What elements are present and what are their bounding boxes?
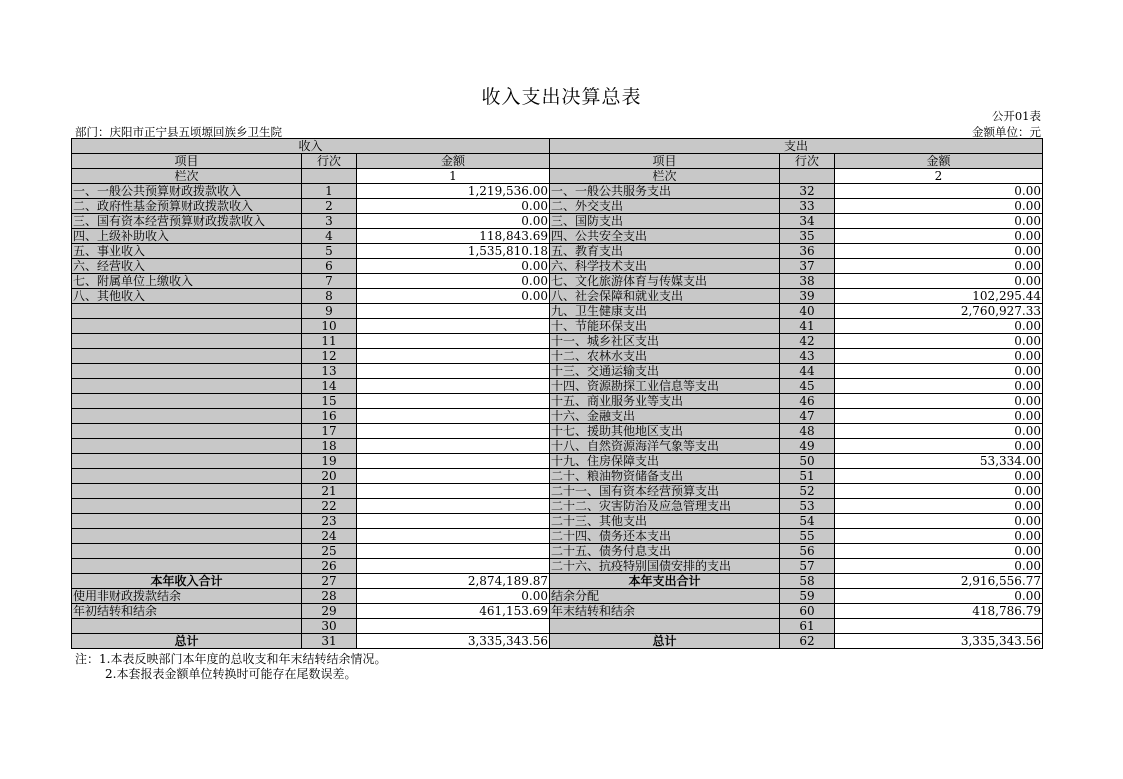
income-amount-cell [357, 439, 550, 454]
expense-line-cell: 60 [780, 604, 835, 619]
income-amount-header: 金额 [357, 154, 550, 169]
expense-amount-header: 金额 [835, 154, 1043, 169]
expense-amount-cell: 53,334.00 [835, 454, 1043, 469]
expense-amount-cell: 0.00 [835, 184, 1043, 199]
expense-amount-cell: 0.00 [835, 319, 1043, 334]
expense-line-cell: 42 [780, 334, 835, 349]
income-item-cell [72, 499, 302, 514]
expense-amount-cell: 0.00 [835, 529, 1043, 544]
expense-column-blank [780, 169, 835, 184]
income-section-header: 收入 [72, 139, 550, 154]
income-item-cell [72, 544, 302, 559]
expense-line-cell: 50 [780, 454, 835, 469]
expense-line-cell: 44 [780, 364, 835, 379]
income-line-cell: 12 [302, 349, 357, 364]
income-item-cell [72, 439, 302, 454]
report-title: 收入支出决算总表 [481, 86, 642, 108]
income-line-cell: 1 [302, 184, 357, 199]
expense-line-cell: 43 [780, 349, 835, 364]
expense-line-cell: 35 [780, 229, 835, 244]
expense-item-cell: 八、社会保障和就业支出 [550, 289, 780, 304]
table-row [72, 544, 1043, 559]
table-row [72, 229, 1043, 244]
expense-item-cell: 结余分配 [550, 589, 780, 604]
expense-line-cell: 37 [780, 259, 835, 274]
income-amount-cell: 0.00 [357, 214, 550, 229]
table-row [72, 484, 1043, 499]
expense-item-header: 项目 [550, 154, 780, 169]
expense-item-cell: 本年支出合计 [550, 574, 780, 589]
income-line-cell: 4 [302, 229, 357, 244]
expense-amount-cell: 0.00 [835, 589, 1043, 604]
expense-item-cell: 二十、粮油物资储备支出 [550, 469, 780, 484]
income-amount-cell [357, 499, 550, 514]
expense-item-cell: 十一、城乡社区支出 [550, 334, 780, 349]
expense-item-cell: 十三、交通运输支出 [550, 364, 780, 379]
expense-item-cell: 四、公共安全支出 [550, 229, 780, 244]
expense-line-cell: 36 [780, 244, 835, 259]
expense-line-cell: 54 [780, 514, 835, 529]
expense-amount-cell: 0.00 [835, 484, 1043, 499]
income-line-cell: 2 [302, 199, 357, 214]
expense-amount-cell: 0.00 [835, 199, 1043, 214]
income-amount-cell [357, 319, 550, 334]
table-row [72, 469, 1043, 484]
income-item-cell [72, 424, 302, 439]
income-line-cell: 28 [302, 589, 357, 604]
expense-amount-cell: 0.00 [835, 394, 1043, 409]
table-row [72, 559, 1043, 574]
table-row [72, 454, 1043, 469]
footnotes [75, 652, 386, 682]
table-row [72, 499, 1043, 514]
income-line-cell: 6 [302, 259, 357, 274]
income-amount-cell [357, 409, 550, 424]
expense-item-cell: 十、节能环保支出 [550, 319, 780, 334]
expense-line-cell: 51 [780, 469, 835, 484]
income-amount-cell [357, 394, 550, 409]
expense-item-cell: 年末结转和结余 [550, 604, 780, 619]
expense-amount-cell: 0.00 [835, 544, 1043, 559]
expense-line-header: 行次 [780, 154, 835, 169]
department-label: 部门：庆阳市正宁县五顷塬回族乡卫生院 [75, 125, 282, 139]
income-amount-cell [357, 304, 550, 319]
income-line-cell: 3 [302, 214, 357, 229]
income-item-cell: 八、其他收入 [72, 289, 302, 304]
summary-row [72, 574, 1043, 589]
expense-item-cell: 三、国防支出 [550, 214, 780, 229]
income-line-cell: 13 [302, 364, 357, 379]
income-amount-cell [357, 469, 550, 484]
table-row [72, 424, 1043, 439]
income-amount-cell [357, 484, 550, 499]
income-item-cell [72, 619, 302, 634]
expense-amount-cell [835, 619, 1043, 634]
income-amount-cell: 1,219,536.00 [357, 184, 550, 199]
income-amount-cell [357, 544, 550, 559]
expense-column-label: 栏次 [550, 169, 780, 184]
expense-amount-cell: 0.00 [835, 229, 1043, 244]
expense-amount-cell: 3,335,343.56 [835, 634, 1043, 649]
income-item-cell [72, 319, 302, 334]
income-line-cell: 26 [302, 559, 357, 574]
summary-row [72, 604, 1043, 619]
income-line-header: 行次 [302, 154, 357, 169]
table-row [72, 274, 1043, 289]
summary-row [72, 589, 1043, 604]
income-amount-cell: 1,535,810.18 [357, 244, 550, 259]
section-header-row [72, 139, 1043, 154]
expense-line-cell: 45 [780, 379, 835, 394]
income-line-cell: 19 [302, 454, 357, 469]
income-line-cell: 29 [302, 604, 357, 619]
expense-amount-cell: 0.00 [835, 379, 1043, 394]
table-row [72, 319, 1043, 334]
income-amount-cell: 2,874,189.87 [357, 574, 550, 589]
expense-amount-cell: 0.00 [835, 469, 1043, 484]
expense-amount-cell: 2,916,556.77 [835, 574, 1043, 589]
expense-line-cell: 46 [780, 394, 835, 409]
expense-line-cell: 57 [780, 559, 835, 574]
expense-column-number: 2 [835, 169, 1043, 184]
income-line-cell: 7 [302, 274, 357, 289]
expense-item-cell: 二十五、债务付息支出 [550, 544, 780, 559]
expense-amount-cell: 0.00 [835, 334, 1043, 349]
income-amount-cell [357, 379, 550, 394]
income-item-cell [72, 454, 302, 469]
income-item-cell [72, 379, 302, 394]
table-row [72, 199, 1043, 214]
expense-amount-cell: 0.00 [835, 409, 1043, 424]
table-row [72, 304, 1043, 319]
income-amount-cell [357, 619, 550, 634]
income-item-header: 项目 [72, 154, 302, 169]
income-item-cell: 四、上级补助收入 [72, 229, 302, 244]
expense-line-cell: 53 [780, 499, 835, 514]
income-line-cell: 27 [302, 574, 357, 589]
expense-section-header: 支出 [550, 139, 1043, 154]
income-item-cell: 一、一般公共预算财政拨款收入 [72, 184, 302, 199]
expense-amount-cell: 0.00 [835, 349, 1043, 364]
table-row [72, 289, 1043, 304]
expense-amount-cell: 0.00 [835, 439, 1043, 454]
income-item-cell [72, 409, 302, 424]
expense-item-cell: 十八、自然资源海洋气象等支出 [550, 439, 780, 454]
expense-line-cell: 32 [780, 184, 835, 199]
income-item-cell [72, 559, 302, 574]
expense-item-cell: 十七、援助其他地区支出 [550, 424, 780, 439]
income-line-cell: 31 [302, 634, 357, 649]
expense-item-cell: 二十二、灾害防治及应急管理支出 [550, 499, 780, 514]
income-line-cell: 16 [302, 409, 357, 424]
expense-amount-cell: 418,786.79 [835, 604, 1043, 619]
income-item-cell [72, 349, 302, 364]
expense-item-cell: 六、科学技术支出 [550, 259, 780, 274]
expense-item-cell: 九、卫生健康支出 [550, 304, 780, 319]
income-line-cell: 25 [302, 544, 357, 559]
table-row [72, 334, 1043, 349]
income-amount-cell [357, 364, 550, 379]
expense-line-cell: 55 [780, 529, 835, 544]
expense-line-cell: 40 [780, 304, 835, 319]
income-line-cell: 17 [302, 424, 357, 439]
income-item-cell: 五、事业收入 [72, 244, 302, 259]
income-column-label: 栏次 [72, 169, 302, 184]
expense-line-cell: 38 [780, 274, 835, 289]
income-line-cell: 10 [302, 319, 357, 334]
expense-item-cell: 十五、商业服务业等支出 [550, 394, 780, 409]
expense-item-cell: 十四、资源勘探工业信息等支出 [550, 379, 780, 394]
expense-item-cell: 十二、农林水支出 [550, 349, 780, 364]
expense-line-cell: 49 [780, 439, 835, 454]
expense-amount-cell: 0.00 [835, 364, 1043, 379]
income-line-cell: 21 [302, 484, 357, 499]
footnote-2: 2.本套报表金额单位转换时可能存在尾数误差。 [105, 667, 357, 681]
income-item-cell: 二、政府性基金预算财政拨款收入 [72, 199, 302, 214]
summary-row [72, 634, 1043, 649]
income-amount-cell [357, 514, 550, 529]
income-line-cell: 11 [302, 334, 357, 349]
form-number: 公开01表 [991, 109, 1041, 123]
expense-amount-cell: 0.00 [835, 274, 1043, 289]
expense-item-cell: 二十四、债务还本支出 [550, 529, 780, 544]
income-item-cell [72, 394, 302, 409]
income-column-blank [302, 169, 357, 184]
income-item-cell: 年初结转和结余 [72, 604, 302, 619]
income-line-cell: 23 [302, 514, 357, 529]
expense-line-cell: 59 [780, 589, 835, 604]
income-line-cell: 5 [302, 244, 357, 259]
expense-amount-cell: 0.00 [835, 214, 1043, 229]
income-line-cell: 9 [302, 304, 357, 319]
income-amount-cell [357, 529, 550, 544]
expense-line-cell: 34 [780, 214, 835, 229]
income-amount-cell [357, 559, 550, 574]
income-column-number: 1 [357, 169, 550, 184]
table-row [72, 259, 1043, 274]
income-item-cell: 本年收入合计 [72, 574, 302, 589]
income-line-cell: 18 [302, 439, 357, 454]
expense-line-cell: 61 [780, 619, 835, 634]
income-item-cell: 三、国有资本经营预算财政拨款收入 [72, 214, 302, 229]
table-row [72, 244, 1043, 259]
expense-item-cell: 五、教育支出 [550, 244, 780, 259]
table-row [72, 529, 1043, 544]
income-line-cell: 8 [302, 289, 357, 304]
column-header-row [72, 154, 1043, 169]
expense-item-cell: 二、外交支出 [550, 199, 780, 214]
expense-amount-cell: 102,295.44 [835, 289, 1043, 304]
income-item-cell: 六、经营收入 [72, 259, 302, 274]
footnote-1: 注：1.本表反映部门本年度的总收支和年末结转结余情况。 [75, 652, 387, 666]
expense-amount-cell: 0.00 [835, 259, 1043, 274]
income-item-cell [72, 514, 302, 529]
income-expense-table [71, 138, 1043, 649]
income-item-cell [72, 364, 302, 379]
expense-line-cell: 41 [780, 319, 835, 334]
income-line-cell: 20 [302, 469, 357, 484]
amount-unit-label: 金额单位：元 [972, 125, 1041, 139]
expense-line-cell: 58 [780, 574, 835, 589]
expense-amount-cell: 0.00 [835, 244, 1043, 259]
table-row [72, 394, 1043, 409]
income-amount-cell: 461,153.69 [357, 604, 550, 619]
summary-row [72, 619, 1043, 634]
table-row [72, 439, 1043, 454]
income-amount-cell [357, 349, 550, 364]
table-row [72, 379, 1043, 394]
expense-line-cell: 47 [780, 409, 835, 424]
table-row [72, 349, 1043, 364]
expense-line-cell: 33 [780, 199, 835, 214]
income-line-cell: 24 [302, 529, 357, 544]
income-line-cell: 14 [302, 379, 357, 394]
income-amount-cell: 0.00 [357, 274, 550, 289]
expense-amount-cell: 0.00 [835, 514, 1043, 529]
expense-amount-cell: 0.00 [835, 424, 1043, 439]
expense-item-cell: 一、一般公共服务支出 [550, 184, 780, 199]
income-item-cell [72, 529, 302, 544]
income-amount-cell [357, 454, 550, 469]
expense-amount-cell: 0.00 [835, 559, 1043, 574]
table-row [72, 514, 1043, 529]
expense-line-cell: 56 [780, 544, 835, 559]
income-amount-cell: 118,843.69 [357, 229, 550, 244]
expense-item-cell: 十六、金融支出 [550, 409, 780, 424]
expense-line-cell: 48 [780, 424, 835, 439]
income-amount-cell [357, 334, 550, 349]
income-item-cell: 总计 [72, 634, 302, 649]
table-row [72, 214, 1043, 229]
expense-item-cell: 总计 [550, 634, 780, 649]
income-item-cell: 七、附属单位上缴收入 [72, 274, 302, 289]
expense-amount-cell: 0.00 [835, 499, 1043, 514]
expense-item-cell: 七、文化旅游体育与传媒支出 [550, 274, 780, 289]
income-amount-cell [357, 424, 550, 439]
income-line-cell: 30 [302, 619, 357, 634]
expense-line-cell: 62 [780, 634, 835, 649]
income-line-cell: 22 [302, 499, 357, 514]
expense-amount-cell: 2,760,927.33 [835, 304, 1043, 319]
income-item-cell [72, 334, 302, 349]
income-amount-cell: 0.00 [357, 259, 550, 274]
income-amount-cell: 3,335,343.56 [357, 634, 550, 649]
table-row [72, 409, 1043, 424]
income-amount-cell: 0.00 [357, 199, 550, 214]
income-amount-cell: 0.00 [357, 289, 550, 304]
income-item-cell [72, 484, 302, 499]
table-row [72, 364, 1043, 379]
income-amount-cell: 0.00 [357, 589, 550, 604]
column-number-row [72, 169, 1043, 184]
income-item-cell: 使用非财政拨款结余 [72, 589, 302, 604]
expense-line-cell: 52 [780, 484, 835, 499]
income-item-cell [72, 304, 302, 319]
income-line-cell: 15 [302, 394, 357, 409]
expense-line-cell: 39 [780, 289, 835, 304]
expense-item-cell: 十九、住房保障支出 [550, 454, 780, 469]
expense-item-cell [550, 619, 780, 634]
expense-item-cell: 二十六、抗疫特别国债安排的支出 [550, 559, 780, 574]
table-row [72, 184, 1043, 199]
expense-item-cell: 二十一、国有资本经营预算支出 [550, 484, 780, 499]
expense-item-cell: 二十三、其他支出 [550, 514, 780, 529]
income-item-cell [72, 469, 302, 484]
